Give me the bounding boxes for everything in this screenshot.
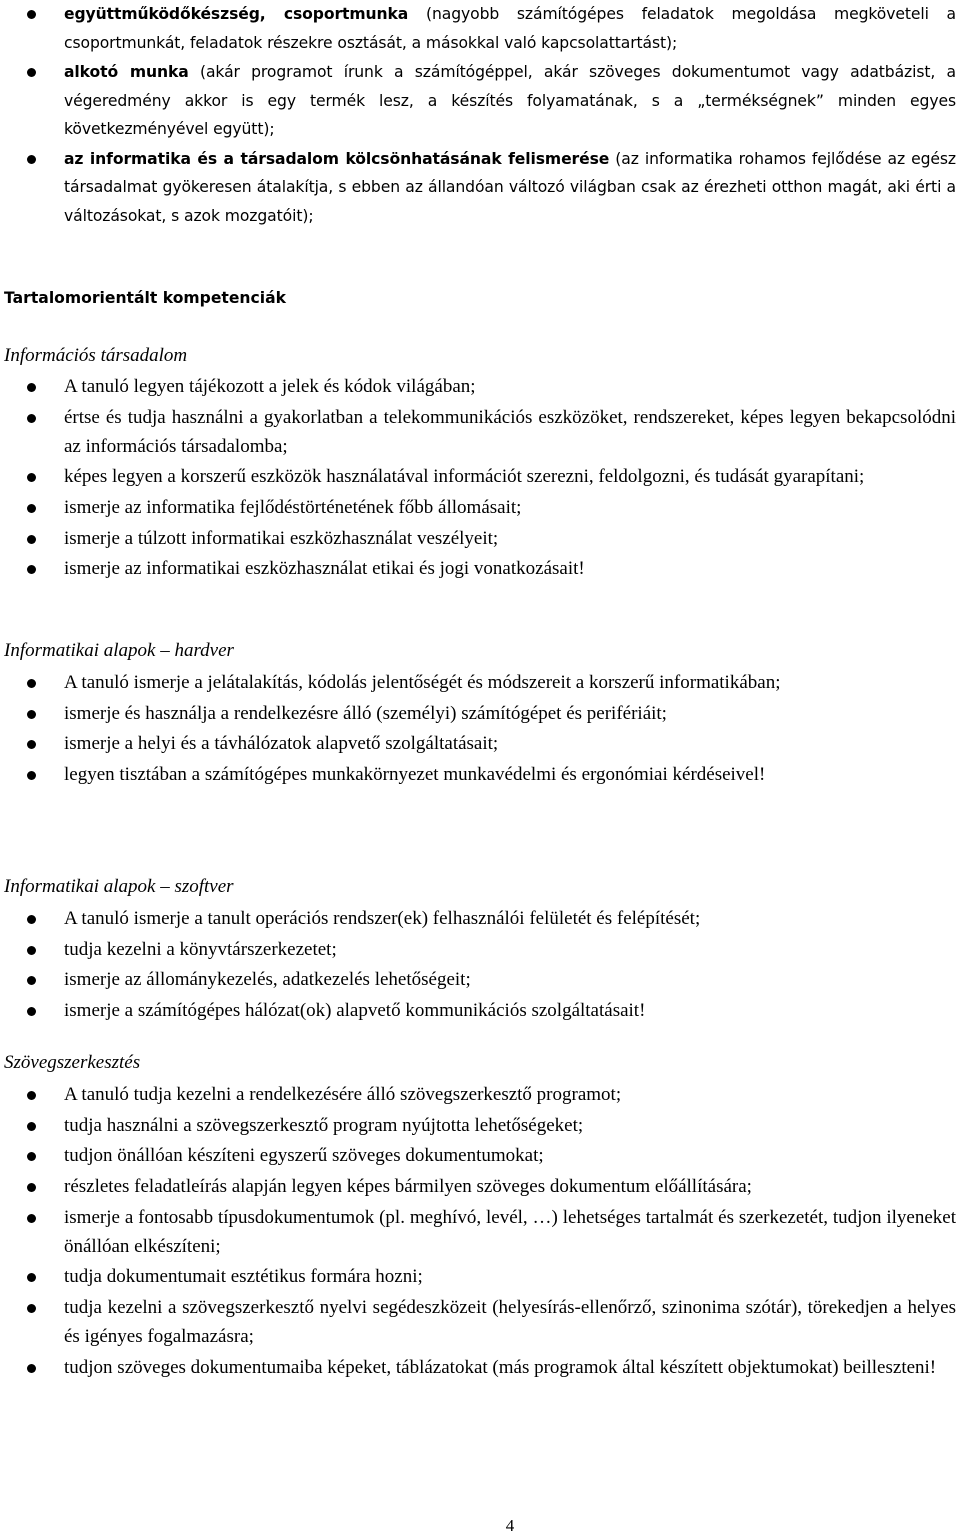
list-item <box>0 1141 960 1170</box>
item-text: (az informatika rohamos fejlődése az egész társadalmat gyökeresen átalakítja, s ebben az állandóan változó világban csak az érezheti otthon magát, aki érti a változásokat, s azok mozgatóit); <box>64 149 956 225</box>
bullet-icon <box>27 68 36 77</box>
bullet-icon <box>27 1122 36 1131</box>
list-item <box>0 403 960 461</box>
list-item <box>0 965 960 994</box>
item-text: legyen tisztában a számítógépes munkakörnyezet munkavédelmi és ergonómiai kérdéseivel! <box>64 764 766 786</box>
list-item <box>0 554 960 583</box>
section-title-information-society: Információs társadalom <box>4 345 188 366</box>
item-text: A tanuló ismerje a tanult operációs rendszer(ek) felhasználói felületét és felépítését; <box>64 908 701 929</box>
list-item <box>0 760 960 789</box>
bullet-icon <box>27 946 36 955</box>
list-item <box>0 904 960 933</box>
item-text: (akár programot írunk a számítógéppel, akár szöveges dokumentumot vagy adatbázist, a végeredmény akkor is egy termék lesz, a készítés folyamatának, s a „termékségnek” minden egyes következményével együtt); <box>64 62 956 139</box>
item-text: részletes feladatleírás alapján legyen képes bármilyen szöveges dokumentum előállítására; <box>64 1176 752 1198</box>
list-item <box>0 1111 960 1140</box>
item-lead: az informatika és a társadalom kölcsönhatásának felismerése <box>64 149 610 168</box>
item-text: ismerje és használja a rendelkezésre álló (személyi) számítógépet és perifériáit; <box>64 702 667 724</box>
item-text: A tanuló tudja kezelni a rendelkezésére álló szövegszerkesztő programot; <box>64 1084 622 1105</box>
bullet-icon <box>27 535 36 544</box>
bullet-icon <box>27 1007 36 1016</box>
general-competencies-list <box>0 0 960 231</box>
item-text: ismerje az informatika fejlődéstörténetének főbb állomásait; <box>64 497 522 519</box>
item-text: tudja kezelni a könyvtárszerkezetet; <box>64 938 337 960</box>
item-text: tudja használni a szövegszerkesztő program nyújtotta lehetőségeket; <box>64 1114 584 1136</box>
bullet-icon <box>27 915 36 924</box>
list-item <box>0 524 960 553</box>
page-number: 4 <box>505 1516 515 1535</box>
list-item <box>0 1353 960 1382</box>
list-item <box>0 0 960 57</box>
section-title-word-processing: Szövegszerkesztés <box>4 1052 141 1073</box>
bullet-icon <box>27 1364 36 1373</box>
bullet-icon <box>27 565 36 574</box>
section-list-word-processing <box>0 1080 960 1382</box>
bullet-icon <box>27 473 36 482</box>
list-item <box>0 996 960 1025</box>
bullet-icon <box>27 1183 36 1192</box>
section-list-hardware <box>0 668 960 789</box>
item-text: A tanuló ismerje a jelátalakítás, kódolás jelentőségét és módszereit a korszerű informatikában; <box>64 672 781 693</box>
bullet-icon <box>27 414 36 423</box>
bullet-icon <box>27 679 36 688</box>
item-text: ismerje a helyi és a távhálózatok alapvető szolgáltatásait; <box>64 733 499 755</box>
bullet-icon <box>27 1152 36 1161</box>
list-item <box>0 1262 960 1291</box>
bullet-icon <box>27 504 36 513</box>
item-text: ismerje a túlzott informatikai eszközhasználat veszélyeit; <box>64 527 499 549</box>
bullet-icon <box>27 1304 36 1313</box>
item-lead: együttműködőkészség, csoportmunka <box>64 5 409 23</box>
item-text: A tanuló legyen tájékozott a jelek és kódok világában; <box>64 376 476 397</box>
bullet-icon <box>27 740 36 749</box>
content-competencies-heading: Tartalomorientált kompetenciák <box>4 289 287 307</box>
item-lead: alkotó munka <box>64 62 189 81</box>
item-text: (nagyobb számítógépes feladatok megoldása megköveteli a csoportmunkát, feladatok részekre osztását, a másokkal való kapcsolattartást); <box>64 5 957 52</box>
bullet-icon <box>27 976 36 985</box>
list-item <box>0 699 960 728</box>
list-item <box>0 1203 960 1261</box>
section-title-software: Informatikai alapok – szoftver <box>4 876 234 897</box>
list-item <box>0 935 960 964</box>
bullet-icon <box>27 1091 36 1100</box>
section-title-hardware: Informatikai alapok – hardver <box>4 640 234 661</box>
list-item <box>0 1293 960 1351</box>
bullet-icon <box>27 10 36 19</box>
bullet-icon <box>27 771 36 780</box>
bullet-icon <box>27 1273 36 1282</box>
item-text: ismerje a fontosabb típusdokumentumok (pl. meghívó, levél, …) lehetséges tartalmát és szerkezetét, tudjon ilyeneket önállóan elkészíteni; <box>64 1206 956 1257</box>
item-text: értse és tudja használni a gyakorlatban a telekommunikációs eszközöket, rendszereket, képes legyen bekapcsolódni az információs társadalomba; <box>64 406 956 457</box>
item-text: ismerje az állománykezelés, adatkezelés lehetőségeit; <box>64 969 471 991</box>
list-item <box>0 58 960 144</box>
list-item <box>0 1080 960 1109</box>
bullet-icon <box>27 1214 36 1223</box>
list-item <box>0 729 960 758</box>
list-item <box>0 145 960 231</box>
item-text: ismerje az informatikai eszközhasználat etikai és jogi vonatkozásait! <box>64 558 585 580</box>
item-text: tudjon önállóan készíteni egyszerű szöveges dokumentumokat; <box>64 1145 544 1167</box>
bullet-icon <box>27 383 36 392</box>
item-text: tudja kezelni a szövegszerkesztő nyelvi segédeszközeit (helyesírás-ellenőrző, szinonima szótár), törekedjen a helyes és igényes fogalmazásra; <box>64 1297 956 1348</box>
item-text: ismerje a számítógépes hálózat(ok) alapvető kommunikációs szolgáltatásait! <box>64 1000 646 1022</box>
list-item <box>0 462 960 491</box>
bullet-icon <box>27 155 36 164</box>
list-item <box>0 493 960 522</box>
bullet-icon <box>27 710 36 719</box>
item-text: tudjon szöveges dokumentumaiba képeket, táblázatokat (más programok által készített objektumokat) beilleszteni! <box>64 1356 937 1378</box>
list-item <box>0 668 960 697</box>
item-text: képes legyen a korszerű eszközök használatával információt szerezni, feldolgozni, és tudását gyarapítani; <box>64 466 865 488</box>
section-list-software <box>0 904 960 1025</box>
section-list-information-society <box>0 372 960 583</box>
list-item <box>0 372 960 401</box>
item-text: tudja dokumentumait esztétikus formára hozni; <box>64 1266 423 1288</box>
list-item <box>0 1172 960 1201</box>
